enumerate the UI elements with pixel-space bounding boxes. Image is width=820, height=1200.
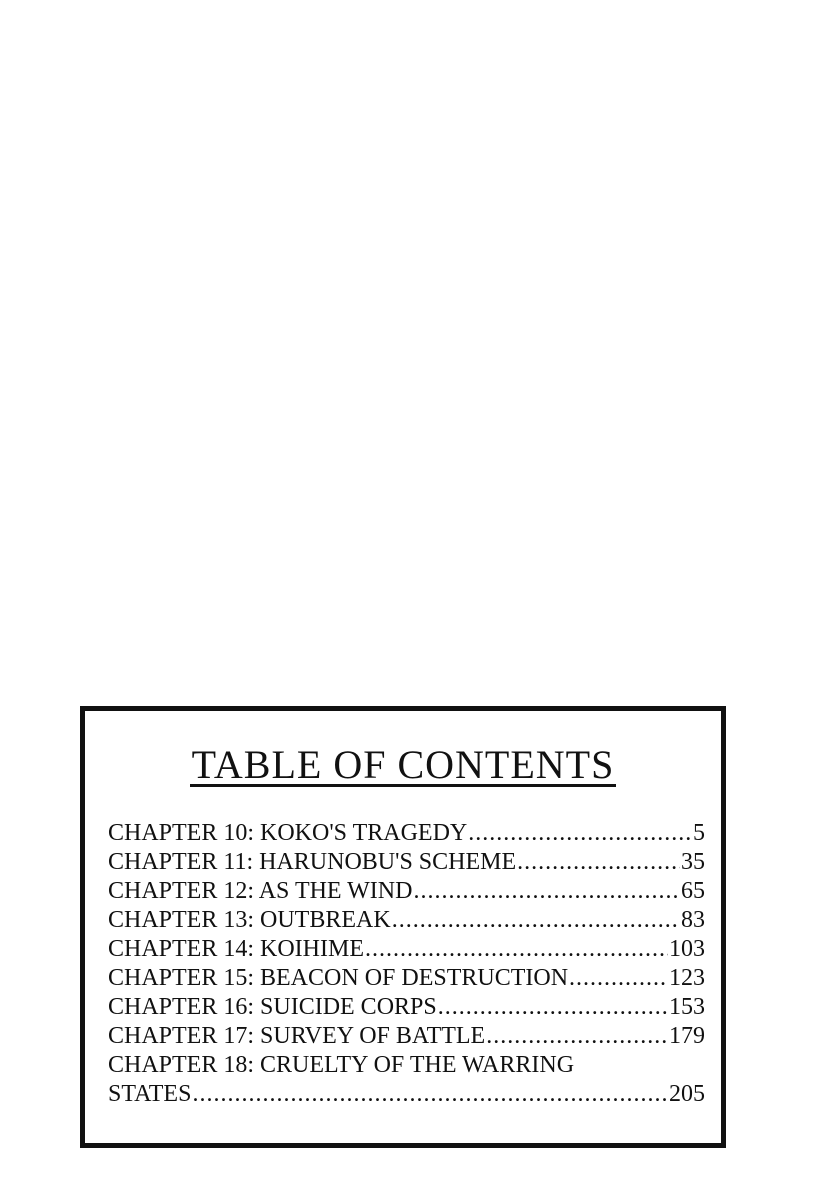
toc-entry-page: 123 — [669, 965, 705, 991]
toc-title — [85, 741, 721, 789]
toc-entry-label: CHAPTER 11: HARUNOBU'S SCHEME — [108, 849, 517, 875]
toc-entry-page: 179 — [669, 1023, 705, 1049]
toc-entry-label: CHAPTER 14: KOIHIME — [108, 936, 364, 962]
toc-leader-dots — [392, 906, 680, 935]
toc-title-text: TABLE OF CONTENTS — [191, 742, 615, 787]
toc-leader-dots — [413, 877, 680, 906]
toc-entry-label-continued: STATES — [108, 1081, 192, 1107]
toc-leader-dots — [468, 819, 692, 848]
toc-entry — [108, 1051, 705, 1080]
toc-entry — [108, 964, 705, 993]
toc-entry — [108, 877, 705, 906]
toc-entry-page: 153 — [669, 994, 705, 1020]
toc-entry-page: 5 — [693, 820, 705, 846]
toc-entry-label: CHAPTER 16: SUICIDE CORPS — [108, 994, 437, 1020]
toc-leader-dots — [365, 935, 668, 964]
toc-entry — [108, 1022, 705, 1051]
toc-entry-continued — [108, 1080, 705, 1109]
toc-entry-label: CHAPTER 18: CRUELTY OF THE WARRING — [108, 1052, 575, 1078]
toc-entry — [108, 935, 705, 964]
toc-entry — [108, 906, 705, 935]
toc-entry-label: CHAPTER 13: OUTBREAK — [108, 907, 391, 933]
toc-leader-dots — [438, 993, 668, 1022]
toc-leader-dots — [569, 964, 668, 993]
toc-entry-label: CHAPTER 10: KOKO'S TRAGEDY — [108, 820, 468, 846]
toc-entry-label: CHAPTER 12: AS THE WIND — [108, 878, 413, 904]
toc-list — [108, 819, 705, 1109]
toc-leader-dots — [192, 1080, 668, 1109]
toc-entry-page: 35 — [681, 849, 705, 875]
toc-entry-page: 205 — [669, 1081, 705, 1107]
toc-entry — [108, 993, 705, 1022]
toc-leader-dots — [517, 848, 680, 877]
table-of-contents-box — [80, 706, 726, 1148]
toc-entry-page: 65 — [681, 878, 705, 904]
toc-entry-page: 83 — [681, 907, 705, 933]
toc-entry — [108, 819, 705, 848]
toc-entry — [108, 848, 705, 877]
toc-entry-page: 103 — [669, 936, 705, 962]
toc-leader-dots — [486, 1022, 668, 1051]
toc-entry-label: CHAPTER 15: BEACON OF DESTRUCTION — [108, 965, 569, 991]
toc-entry-label: CHAPTER 17: SURVEY OF BATTLE — [108, 1023, 486, 1049]
